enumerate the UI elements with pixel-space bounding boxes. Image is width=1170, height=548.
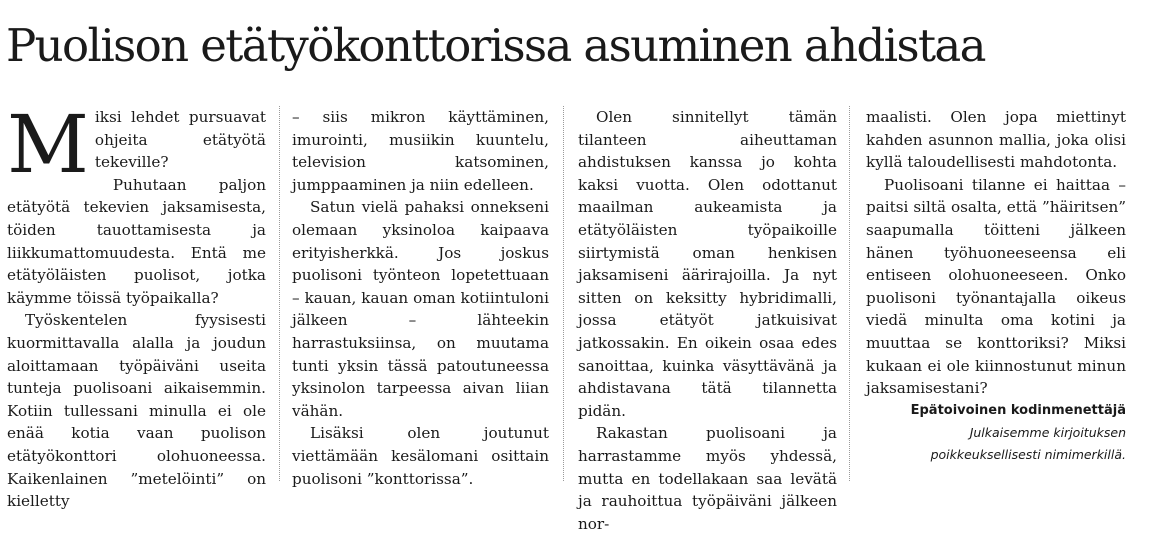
- article-headline: Puolison etätyökonttorissa asuminen ahdistaa: [6, 19, 985, 72]
- column-divider: [849, 106, 850, 481]
- signature: Epätoivoinen kodinmenettäjä: [910, 402, 1126, 418]
- paragraph: maalisti. Olen jopa miettinyt kahden asunnon mallia, joka olisi kyllä taloudellisesti mahdotonta.: [866, 108, 1126, 172]
- article-column-2: [292, 106, 549, 486]
- paragraph: Työskentelen fyysisesti kuormittavalla alalla ja joudun aloittamaan työpäiväni useita tunteja puolisoani aikaisemmin. Kotiin tullessani minulla ei ole enää kotia vaan puolison etätyökonttori olohuoneessa. Kaikenlainen ”metelöinti” on kielletty: [7, 311, 266, 511]
- paragraph: Lisäksi olen joutunut viettämään kesälomani osittain puolisoni ”konttorissa”.: [292, 424, 549, 488]
- paragraph: Puhutaan paljon etätyötä tekevien jaksamisesta, töiden tauottamisesta ja liikkumattomuudesta. Entä me etätyöläisten puolisot, jotka käymme töissä työpaikalla?: [7, 175, 266, 307]
- editor-note: Julkaisemme kirjoituksen: [969, 424, 1126, 440]
- column-divider: [279, 106, 280, 481]
- paragraph: Puolisoani tilanne ei haittaa – paitsi siltä osalta, että ”häiritsen” saapumalla töitteni jälkeen hänen työhuoneeseensa eli entiseen olohuoneeseen. Onko puolisoni työnantajalla oikeus viedä minulta oma kotini ja muuttaa se konttoriksi? Miksi kukaan ei ole kiinnostunut minun jaksamisestani?: [866, 175, 1126, 398]
- editor-note: poikkeuksellisesti nimimerkillä.: [930, 446, 1126, 462]
- column-divider: [563, 106, 564, 481]
- paragraph: Satun vielä pahaksi onnekseni olemaan yksinoloa kaipaava erityisherkkä. Jos joskus puolisoni työnteon lopetettuaan – kauan, kauan oman kotiintuloni jälkeen – lähteekin harrastuksiinsa, on muutama tunti yksin tässä patoutuneessa yksinolon tarpeessa aivan liian vähän.: [292, 198, 549, 420]
- paragraph: – siis mikron käyttäminen, imurointi, musiikin kuuntelu, television katsominen, jumppaaminen ja niin edelleen.: [292, 108, 549, 194]
- paragraph: Rakastan puolisoani ja harrastamme myös yhdessä, mutta en todellakaan saa levätä ja rauhoittua työpäiväni jälkeen nor-: [578, 424, 837, 533]
- paragraph: Miksi lehdet pursuavat ohjeita etätyötä tekeville?: [7, 98, 266, 191]
- article-column-1: [7, 98, 266, 511]
- paragraph: Olen sinnitellyt tämän tilanteen aiheuttaman ahdistuksen kanssa jo kohta kaksi vuotta. Olen odottanut maailman aukeamista ja etätyöläisten työpaikoille siirtymistä oman henkisen jaksamiseni äärirajoilla. Ja nyt sitten on keksitty hybridimalli, jossa etätyöt jatkuisivat jatkossakin. En oikein osaa edes sanoittaa, kuinka väsyttävänä ja ahdistavana tätä tilannetta pidän.: [578, 108, 837, 420]
- article-column-3: [578, 106, 837, 533]
- drop-cap: M: [7, 98, 89, 191]
- article-column-4: [866, 106, 1126, 486]
